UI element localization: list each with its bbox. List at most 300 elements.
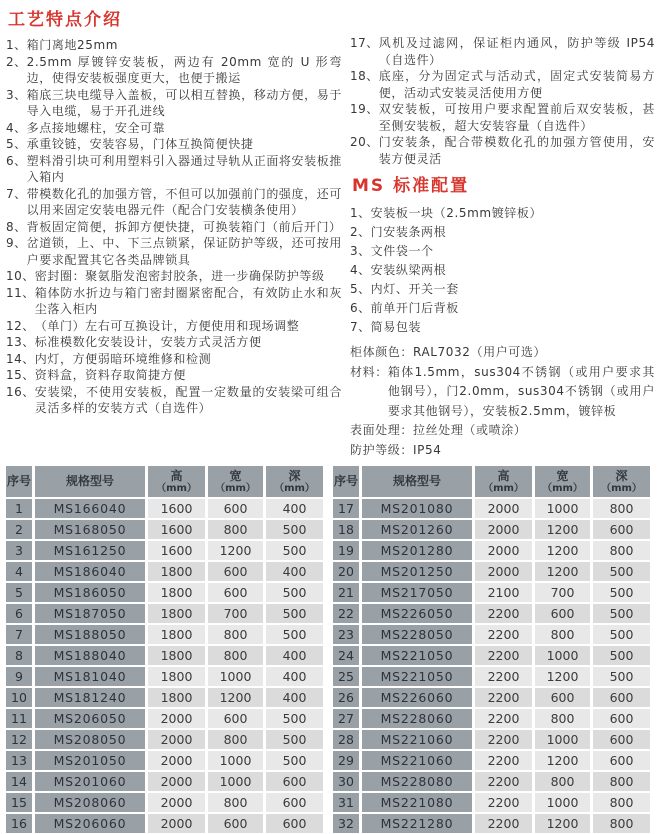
dimension-value: 500 bbox=[266, 730, 323, 749]
row-number: 22 bbox=[333, 604, 359, 623]
list-item bbox=[350, 261, 655, 280]
row-number: 10 bbox=[6, 688, 32, 707]
item-text: 箱门离地25mm bbox=[26, 38, 119, 52]
item-number: 4、 bbox=[6, 120, 27, 135]
column-header: 序号 bbox=[6, 466, 32, 497]
item-number: 7、 bbox=[350, 320, 371, 334]
dimension-value: 1000 bbox=[535, 793, 590, 812]
item-number: 6、 bbox=[6, 153, 27, 168]
table-row bbox=[333, 688, 650, 707]
dimension-value: 500 bbox=[593, 625, 650, 644]
spec-value: RAL7032（用户可选） bbox=[413, 345, 547, 359]
item-number: 11、 bbox=[6, 285, 35, 300]
table-row bbox=[6, 499, 323, 518]
dimension-value: 2200 bbox=[475, 625, 532, 644]
list-item bbox=[6, 268, 342, 285]
dimension-value: 2200 bbox=[475, 709, 532, 728]
table-row bbox=[6, 667, 323, 686]
column-header: 规格型号 bbox=[35, 466, 145, 497]
dimension-value: 2200 bbox=[475, 646, 532, 665]
item-number: 12、 bbox=[6, 318, 35, 333]
model-number: MS206060 bbox=[35, 814, 145, 833]
dimension-value: 2000 bbox=[148, 772, 205, 791]
row-number: 16 bbox=[6, 814, 32, 833]
table-row bbox=[6, 604, 323, 623]
table-row bbox=[333, 793, 650, 812]
column-header: 宽 （mm） bbox=[535, 466, 590, 497]
spec-value: IP54 bbox=[413, 442, 442, 457]
column-header: 深 （mm） bbox=[593, 466, 650, 497]
dimension-value: 1000 bbox=[208, 667, 263, 686]
dimension-value: 600 bbox=[208, 562, 263, 581]
item-number: 17、 bbox=[350, 36, 379, 50]
dimension-value: 1200 bbox=[535, 562, 590, 581]
list-item bbox=[350, 101, 655, 134]
dimension-value: 1800 bbox=[148, 604, 205, 623]
list-item bbox=[6, 219, 342, 236]
spec-line bbox=[350, 441, 655, 461]
item-number: 5、 bbox=[350, 282, 371, 296]
item-number: 4、 bbox=[350, 263, 371, 277]
model-number: MS166040 bbox=[35, 499, 145, 518]
row-number: 7 bbox=[6, 625, 32, 644]
dimension-value: 1800 bbox=[148, 688, 205, 707]
row-number: 18 bbox=[333, 520, 359, 539]
dimension-value: 600 bbox=[593, 688, 650, 707]
dimension-value: 2000 bbox=[475, 520, 532, 539]
item-number: 2、 bbox=[350, 225, 371, 239]
dimension-value: 800 bbox=[208, 625, 263, 644]
item-number: 9、 bbox=[6, 236, 27, 250]
table-row bbox=[6, 793, 323, 812]
dimension-value: 1600 bbox=[148, 541, 205, 560]
table-row bbox=[6, 814, 323, 833]
item-text: 密封圈：聚氨脂发泡密封胶条，进一步确保防护等级 bbox=[34, 269, 325, 283]
dimension-value: 2200 bbox=[475, 751, 532, 770]
dimension-value: 500 bbox=[266, 604, 323, 623]
dimension-value: 500 bbox=[593, 667, 650, 686]
table-row bbox=[6, 520, 323, 539]
dimension-value: 1000 bbox=[208, 772, 263, 791]
dimension-value: 700 bbox=[535, 583, 590, 602]
item-text: 文件袋一个 bbox=[370, 244, 434, 258]
list-item bbox=[6, 87, 342, 120]
spec-label: 材料： bbox=[350, 364, 388, 379]
list-item bbox=[6, 334, 342, 351]
item-number: 2、 bbox=[6, 54, 27, 69]
model-spec-tables bbox=[0, 462, 657, 834]
table-row bbox=[333, 604, 650, 623]
item-text: 2.5mm 厚镀锌安装板，两边有 20mm 宽的 U 形弯边，使得安装板强度更大，也便于搬运 bbox=[26, 54, 342, 85]
model-number: MS201260 bbox=[362, 520, 472, 539]
dimension-value: 800 bbox=[208, 793, 263, 812]
row-number: 27 bbox=[333, 709, 359, 728]
item-text: 门安装条，配合带模数化孔的加强方管使用，安装方便灵活 bbox=[378, 135, 655, 166]
row-number: 9 bbox=[6, 667, 32, 686]
list-item bbox=[350, 134, 655, 167]
model-number: MS221060 bbox=[362, 751, 472, 770]
item-text: 前单开门后背板 bbox=[370, 301, 459, 315]
model-number: MS206050 bbox=[35, 709, 145, 728]
dimension-value: 2000 bbox=[148, 814, 205, 833]
item-text: 资料盒，资料存取简捷方便 bbox=[34, 368, 186, 382]
dimension-value: 2200 bbox=[475, 730, 532, 749]
table-row bbox=[333, 751, 650, 770]
table-row bbox=[6, 709, 323, 728]
item-text: 安装纵梁两根 bbox=[370, 263, 447, 277]
item-number: 7、 bbox=[6, 186, 27, 201]
model-number: MS226060 bbox=[362, 688, 472, 707]
dimension-value: 1000 bbox=[535, 499, 590, 518]
dimension-value: 800 bbox=[535, 709, 590, 728]
spec-table-left bbox=[3, 464, 326, 834]
model-number: MS201280 bbox=[362, 541, 472, 560]
list-item bbox=[6, 384, 342, 417]
model-number: MS201250 bbox=[362, 562, 472, 581]
model-number: MS221060 bbox=[362, 730, 472, 749]
table-row bbox=[333, 730, 650, 749]
table-row bbox=[6, 583, 323, 602]
row-number: 29 bbox=[333, 751, 359, 770]
model-number: MS221050 bbox=[362, 667, 472, 686]
table-row bbox=[333, 667, 650, 686]
spec-value: 箱体1.5mm，sus304不锈钢（或用户要求其他钢号），门2.0mm，sus304不锈钢（或用户要求其他钢号），安装板2.5mm，镀锌板 bbox=[387, 364, 655, 418]
item-text: 箱体防水折边与箱门密封圈紧密配合，有效防止水和灰尘落入柜内 bbox=[34, 285, 342, 316]
model-number: MS208060 bbox=[35, 793, 145, 812]
dimension-value: 1600 bbox=[148, 499, 205, 518]
item-text: 多点接地螺柱，安全可靠 bbox=[26, 120, 166, 135]
row-number: 14 bbox=[6, 772, 32, 791]
dimension-value: 1600 bbox=[148, 520, 205, 539]
column-header-unit: （mm） bbox=[601, 482, 642, 494]
model-number: MS221080 bbox=[362, 793, 472, 812]
dimension-value: 600 bbox=[266, 814, 323, 833]
dimension-value: 800 bbox=[593, 814, 650, 833]
dimension-value: 400 bbox=[266, 562, 323, 581]
table-row bbox=[333, 625, 650, 644]
model-number: MS187050 bbox=[35, 604, 145, 623]
list-item bbox=[6, 153, 342, 186]
table-row bbox=[333, 520, 650, 539]
row-number: 23 bbox=[333, 625, 359, 644]
dimension-value: 500 bbox=[593, 604, 650, 623]
item-text: 安装梁，不使用安装板，配置一定数量的安装梁可组合灵活多样的安装方式（自选件） bbox=[34, 384, 342, 415]
table-row bbox=[6, 751, 323, 770]
model-number: MS186040 bbox=[35, 562, 145, 581]
dimension-value: 800 bbox=[535, 772, 590, 791]
row-number: 19 bbox=[333, 541, 359, 560]
dimension-value: 2000 bbox=[475, 541, 532, 560]
row-number: 28 bbox=[333, 730, 359, 749]
dimension-value: 500 bbox=[266, 520, 323, 539]
row-number: 13 bbox=[6, 751, 32, 770]
row-number: 4 bbox=[6, 562, 32, 581]
list-item bbox=[6, 186, 342, 219]
model-number: MS201050 bbox=[35, 751, 145, 770]
row-number: 26 bbox=[333, 688, 359, 707]
table-row bbox=[333, 646, 650, 665]
item-number: 1、 bbox=[6, 38, 27, 52]
model-number: MS201060 bbox=[35, 772, 145, 791]
dimension-value: 500 bbox=[266, 751, 323, 770]
dimension-value: 600 bbox=[593, 520, 650, 539]
column-header: 规格型号 bbox=[362, 466, 472, 497]
item-text: 承重铰链，安装容易，门体互换简便快捷 bbox=[26, 137, 254, 151]
item-text: 门安装条两根 bbox=[370, 225, 447, 239]
item-number: 5、 bbox=[6, 137, 27, 151]
spec-value: 拉丝处理（或喷涂） bbox=[413, 423, 527, 437]
row-number: 32 bbox=[333, 814, 359, 833]
item-text: 简易包装 bbox=[370, 320, 422, 334]
dimension-value: 600 bbox=[593, 730, 650, 749]
list-item bbox=[350, 299, 655, 318]
table-row bbox=[6, 688, 323, 707]
row-number: 8 bbox=[6, 646, 32, 665]
dimension-value: 600 bbox=[593, 751, 650, 770]
dimension-value: 500 bbox=[593, 562, 650, 581]
dimension-value: 600 bbox=[208, 709, 263, 728]
item-text: 内灯，方便弱暗环境维修和检测 bbox=[34, 351, 212, 366]
item-text: 双安装板，可按用户要求配置前后双安装板，甚至侧安装板，超大安装容量（自选件） bbox=[378, 102, 655, 133]
item-number: 19、 bbox=[350, 102, 379, 116]
spec-line bbox=[350, 363, 655, 422]
table-row bbox=[333, 541, 650, 560]
dimension-value: 2200 bbox=[475, 814, 532, 833]
dimension-value: 400 bbox=[266, 499, 323, 518]
config-column bbox=[342, 8, 655, 462]
dimension-value: 1200 bbox=[208, 688, 263, 707]
item-number: 3、 bbox=[6, 87, 27, 102]
dimension-value: 2200 bbox=[475, 793, 532, 812]
column-header: 深 （mm） bbox=[266, 466, 323, 497]
item-number: 8、 bbox=[6, 219, 27, 234]
dimension-value: 600 bbox=[593, 709, 650, 728]
model-number: MS181040 bbox=[35, 667, 145, 686]
item-text: 箱底三块电缆导入盖板，可以相互替换，移动方便，易于导入电缆，易于开孔进线 bbox=[26, 87, 342, 118]
dimension-value: 1200 bbox=[535, 541, 590, 560]
row-number: 12 bbox=[6, 730, 32, 749]
dimension-value: 400 bbox=[266, 667, 323, 686]
list-item bbox=[6, 235, 342, 268]
model-number: MS181240 bbox=[35, 688, 145, 707]
table-row bbox=[6, 772, 323, 791]
cabinet-spec-notes bbox=[350, 343, 655, 460]
spec-label: 表面处理： bbox=[350, 423, 414, 437]
dimension-value: 1800 bbox=[148, 646, 205, 665]
item-number: 6、 bbox=[350, 301, 371, 315]
item-number: 13、 bbox=[6, 335, 35, 349]
column-header-unit: （mm） bbox=[274, 482, 315, 494]
dimension-value: 1000 bbox=[535, 646, 590, 665]
table-row bbox=[333, 814, 650, 833]
dimension-value: 800 bbox=[208, 646, 263, 665]
row-number: 11 bbox=[6, 709, 32, 728]
dimension-value: 2200 bbox=[475, 667, 532, 686]
list-item bbox=[6, 318, 342, 335]
spec-table bbox=[3, 464, 326, 834]
dimension-value: 2000 bbox=[475, 499, 532, 518]
table-row bbox=[6, 646, 323, 665]
model-number: MS221280 bbox=[362, 814, 472, 833]
list-item bbox=[350, 223, 655, 242]
list-item bbox=[350, 280, 655, 299]
dimension-value: 600 bbox=[208, 814, 263, 833]
dimension-value: 600 bbox=[208, 499, 263, 518]
spec-label: 柜体颜色： bbox=[350, 345, 414, 359]
column-header-unit: （mm） bbox=[156, 482, 197, 494]
item-text: 安装板一块（2.5mm镀锌板） bbox=[370, 206, 543, 220]
dimension-value: 2100 bbox=[475, 583, 532, 602]
model-number: MS228080 bbox=[362, 772, 472, 791]
row-number: 24 bbox=[333, 646, 359, 665]
spec-table-right bbox=[330, 464, 653, 834]
dimension-value: 2000 bbox=[148, 730, 205, 749]
row-number: 15 bbox=[6, 793, 32, 812]
dimension-value: 1800 bbox=[148, 562, 205, 581]
dimension-value: 2000 bbox=[148, 751, 205, 770]
item-text: 底座，分为固定式与活动式，固定式安装简易方便，活动式安装灵活使用方便 bbox=[378, 69, 655, 100]
model-number: MS226050 bbox=[362, 604, 472, 623]
dimension-value: 2200 bbox=[475, 604, 532, 623]
dimension-value: 1000 bbox=[535, 730, 590, 749]
table-row bbox=[333, 709, 650, 728]
craft-features-list-continued bbox=[350, 8, 655, 167]
list-item bbox=[6, 351, 342, 368]
dimension-value: 800 bbox=[535, 625, 590, 644]
row-number: 20 bbox=[333, 562, 359, 581]
column-header: 高 （mm） bbox=[148, 466, 205, 497]
item-number: 1、 bbox=[350, 206, 371, 220]
dimension-value: 600 bbox=[535, 604, 590, 623]
item-number: 10、 bbox=[6, 269, 35, 283]
row-number: 25 bbox=[333, 667, 359, 686]
model-number: MS228060 bbox=[362, 709, 472, 728]
list-item bbox=[350, 242, 655, 261]
spec-table bbox=[330, 464, 653, 834]
model-number: MS188040 bbox=[35, 646, 145, 665]
item-number: 3、 bbox=[350, 244, 371, 258]
dimension-value: 1800 bbox=[148, 625, 205, 644]
dimension-value: 500 bbox=[266, 541, 323, 560]
list-item bbox=[6, 367, 342, 384]
row-number: 3 bbox=[6, 541, 32, 560]
table-row bbox=[6, 562, 323, 581]
model-number: MS217050 bbox=[362, 583, 472, 602]
dimension-value: 1200 bbox=[535, 751, 590, 770]
row-number: 17 bbox=[333, 499, 359, 518]
model-number: MS201080 bbox=[362, 499, 472, 518]
list-item bbox=[350, 318, 655, 337]
list-item bbox=[6, 54, 342, 87]
dimension-value: 500 bbox=[266, 709, 323, 728]
dimension-value: 700 bbox=[208, 604, 263, 623]
spec-line bbox=[350, 421, 655, 441]
dimension-value: 800 bbox=[208, 730, 263, 749]
spec-label: 防护等级： bbox=[350, 442, 414, 457]
row-number: 6 bbox=[6, 604, 32, 623]
item-text: 塑料滑引块可利用塑料引入器通过导轨从正面将安装板推入箱内 bbox=[26, 153, 342, 184]
table-row bbox=[6, 625, 323, 644]
dimension-value: 2000 bbox=[148, 709, 205, 728]
dimension-value: 1800 bbox=[148, 583, 205, 602]
item-text: 标准模数化安装设计，安装方式灵活方便 bbox=[34, 335, 262, 349]
table-row bbox=[6, 541, 323, 560]
row-number: 2 bbox=[6, 520, 32, 539]
model-number: MS188050 bbox=[35, 625, 145, 644]
column-header-unit: （mm） bbox=[483, 482, 524, 494]
ms-standard-config-list bbox=[350, 204, 655, 337]
craft-features-column bbox=[6, 8, 342, 462]
row-number: 21 bbox=[333, 583, 359, 602]
dimension-value: 2000 bbox=[148, 793, 205, 812]
list-item bbox=[6, 136, 342, 153]
dimension-value: 1200 bbox=[535, 520, 590, 539]
section-title-craft-features: 工艺特点介绍 bbox=[8, 10, 122, 30]
dimension-value: 800 bbox=[593, 772, 650, 791]
row-number: 1 bbox=[6, 499, 32, 518]
column-header: 高 （mm） bbox=[475, 466, 532, 497]
dimension-value: 500 bbox=[266, 583, 323, 602]
dimension-value: 400 bbox=[266, 646, 323, 665]
craft-features-list bbox=[6, 37, 342, 417]
item-text: 风机及过滤网，保证柜内通风，防护等级 IP54（自选件） bbox=[378, 36, 655, 67]
model-number: MS168050 bbox=[35, 520, 145, 539]
row-number: 31 bbox=[333, 793, 359, 812]
table-row bbox=[333, 562, 650, 581]
model-number: MS161250 bbox=[35, 541, 145, 560]
item-text: 岔道锁，上、中、下三点锁紧，保证防护等级，还可按用户要求配置其它各类品牌锁具 bbox=[26, 236, 342, 267]
table-row bbox=[333, 772, 650, 791]
model-number: MS208050 bbox=[35, 730, 145, 749]
dimension-value: 2200 bbox=[475, 772, 532, 791]
dimension-value: 800 bbox=[593, 541, 650, 560]
dimension-value: 600 bbox=[208, 583, 263, 602]
dimension-value: 600 bbox=[535, 688, 590, 707]
dimension-value: 800 bbox=[593, 793, 650, 812]
dimension-value: 800 bbox=[208, 520, 263, 539]
list-item bbox=[350, 35, 655, 68]
item-text: 内灯、开关一套 bbox=[370, 282, 459, 296]
list-item bbox=[6, 37, 342, 54]
dimension-value: 2200 bbox=[475, 688, 532, 707]
spec-line bbox=[350, 343, 655, 363]
dimension-value: 500 bbox=[266, 625, 323, 644]
dimension-value: 1200 bbox=[208, 541, 263, 560]
dimension-value: 1200 bbox=[535, 814, 590, 833]
dimension-value: 600 bbox=[266, 772, 323, 791]
list-item bbox=[6, 285, 342, 318]
list-item bbox=[350, 68, 655, 101]
row-number: 30 bbox=[333, 772, 359, 791]
dimension-value: 1800 bbox=[148, 667, 205, 686]
item-number: 20、 bbox=[350, 135, 379, 149]
model-number: MS228050 bbox=[362, 625, 472, 644]
table-row bbox=[333, 499, 650, 518]
column-header: 序号 bbox=[333, 466, 359, 497]
column-header-unit: （mm） bbox=[215, 482, 256, 494]
table-row bbox=[333, 583, 650, 602]
column-header-unit: （mm） bbox=[542, 482, 583, 494]
section-title-ms-config: MS 标准配置 bbox=[352, 176, 470, 196]
list-item bbox=[6, 120, 342, 137]
list-item bbox=[350, 204, 655, 223]
dimension-value: 500 bbox=[593, 583, 650, 602]
dimension-value: 500 bbox=[593, 646, 650, 665]
dimension-value: 2000 bbox=[475, 562, 532, 581]
dimension-value: 1000 bbox=[208, 751, 263, 770]
table-row bbox=[6, 730, 323, 749]
column-header: 宽 （mm） bbox=[208, 466, 263, 497]
